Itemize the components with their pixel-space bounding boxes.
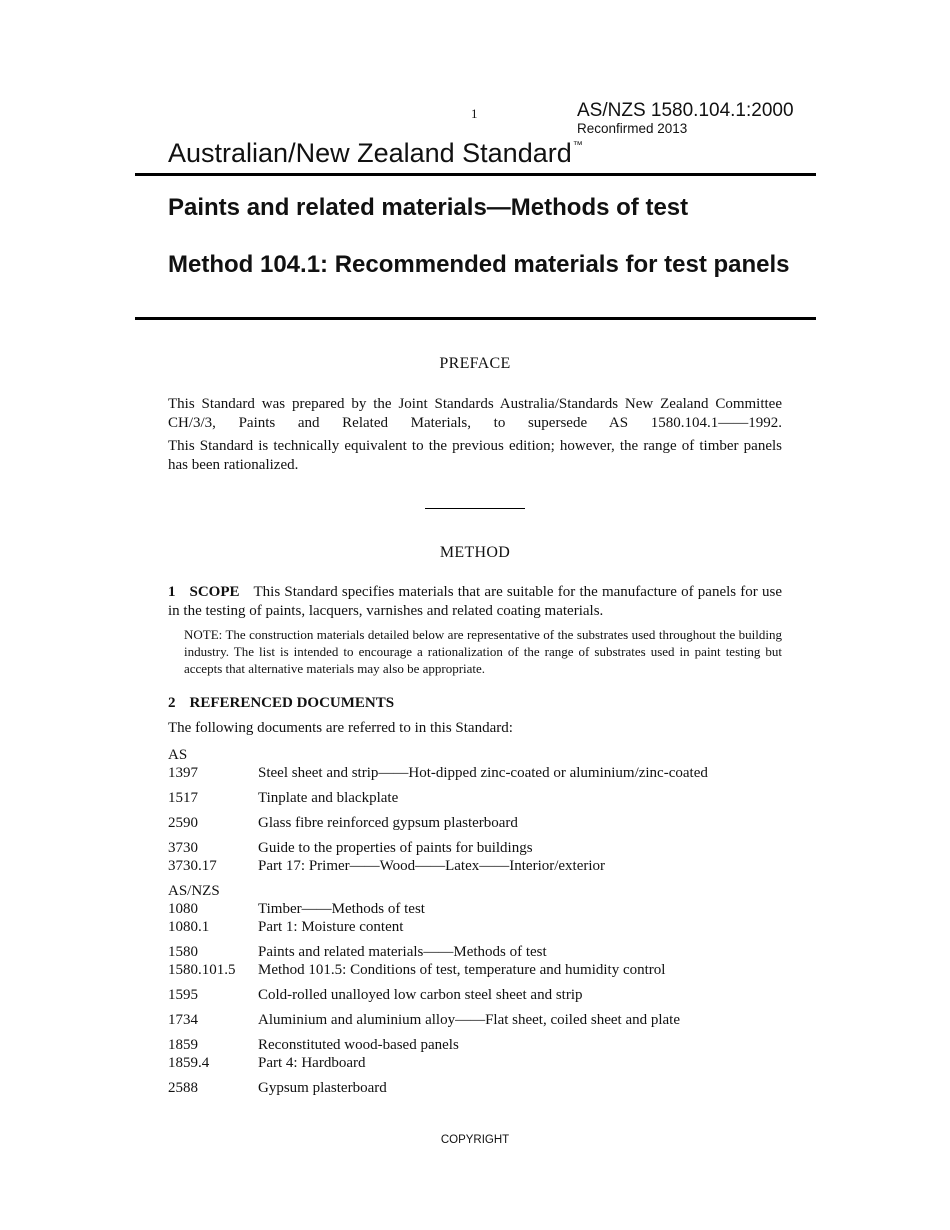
ref-title: Reconstituted wood-based panels [258,1037,459,1053]
ref-code: 1080 [168,901,198,917]
list-item [168,1054,808,1072]
ref-code: 1580 [168,944,198,960]
standard-label [168,138,583,169]
ref-code: 1080.1 [168,919,210,935]
refdocs-intro: The following documents are referred to in this Standard: [168,720,513,736]
refdocs-number: 2 [168,695,176,711]
list-item [168,918,808,936]
ref-title: Part 17: Primer——Wood——Latex——Interior/exterior [258,858,606,874]
list-item [168,943,808,961]
ref-code: 1517 [168,790,198,806]
scope-title: SCOPE [189,584,240,600]
ref-title: Part 4: Hardboard [258,1055,366,1071]
list-item [168,1079,808,1097]
top-rule [135,173,816,176]
page-number: 1 [471,106,478,121]
scope-note: NOTE: The construction materials detailed below are representative of the substrates used throughout the building industry. The list is intended to encourage a rationalization of the range of substrates used in paint testing but accepts that alternative materials may also be appropriate. [184,627,782,676]
preface-paragraph-2: This Standard is technically equivalent to the previous edition; however, the range of timber panels has been rationalized. [168,438,782,473]
ref-title: Glass fibre reinforced gypsum plasterboard [258,815,518,831]
trademark-symbol: ™ [572,140,583,151]
list-item [168,789,808,807]
scope-clause [168,583,782,620]
ref-code: 1734 [168,1012,198,1028]
ref-title: Guide to the properties of paints for buildings [258,840,533,856]
ref-code: 2588 [168,1080,198,1096]
group-label-asnzs: AS/NZS [168,883,220,899]
reconfirmed-date: Reconfirmed 2013 [577,121,688,136]
reference-list [168,746,808,1097]
group-label-as: AS [168,747,188,763]
ref-code: 1859.4 [168,1055,210,1071]
preface-heading: PREFACE [439,355,511,372]
method-title: Method 104.1: Recommended materials for test panels [168,251,790,278]
refdocs-title: REFERENCED DOCUMENTS [189,695,395,711]
list-item [168,857,808,875]
ref-title: Method 101.5: Conditions of test, temperature and humidity control [258,962,666,978]
preface-paragraph-1: This Standard was prepared by the Joint Standards Australia/Standards New Zealand Committee CH/3/3, Paints and Related Materials, to supersede AS 1580.104.1——1992. [168,396,782,431]
ref-title: Part 1: Moisture content [258,919,404,935]
ref-title: Steel sheet and strip——Hot-dipped zinc-coated or aluminium/zinc-coated [258,765,708,781]
ref-code: 1859 [168,1037,198,1053]
copyright-footer: COPYRIGHT [440,1134,510,1146]
scope-number: 1 [168,584,176,600]
main-title: Paints and related materials—Methods of test [168,194,689,221]
list-item [168,986,808,1004]
referenced-documents-heading [168,695,394,712]
method-heading: METHOD [439,544,511,561]
list-item [168,764,808,782]
ref-code: 1580.101.5 [168,962,236,978]
scope-text: This Standard specifies materials that are suitable for the manufacture of panels for use in the testing of paints, lacquers, varnishes and related coating materials. [168,584,782,619]
list-item [168,839,808,857]
list-item [168,814,808,832]
ref-code: 2590 [168,815,198,831]
standard-label-text: Australian/New Zealand Standard [168,138,572,168]
ref-code: 3730.17 [168,858,217,874]
standard-code: AS/NZS 1580.104.1:2000 [577,100,794,121]
ref-title: Gypsum plasterboard [258,1080,387,1096]
ref-title: Timber——Methods of test [258,901,425,917]
ref-code: 1595 [168,987,198,1003]
ref-title: Cold-rolled unalloyed low carbon steel sheet and strip [258,987,583,1003]
ref-code: 3730 [168,840,198,856]
list-item [168,900,808,918]
section-divider [425,508,525,509]
ref-title: Paints and related materials——Methods of test [258,944,547,960]
list-item [168,961,808,979]
ref-title: Tinplate and blackplate [258,790,399,806]
ref-title: Aluminium and aluminium alloy——Flat sheet, coiled sheet and plate [258,1012,680,1028]
list-item [168,1011,808,1029]
ref-code: 1397 [168,765,198,781]
list-item [168,1036,808,1054]
title-bottom-rule [135,317,816,320]
